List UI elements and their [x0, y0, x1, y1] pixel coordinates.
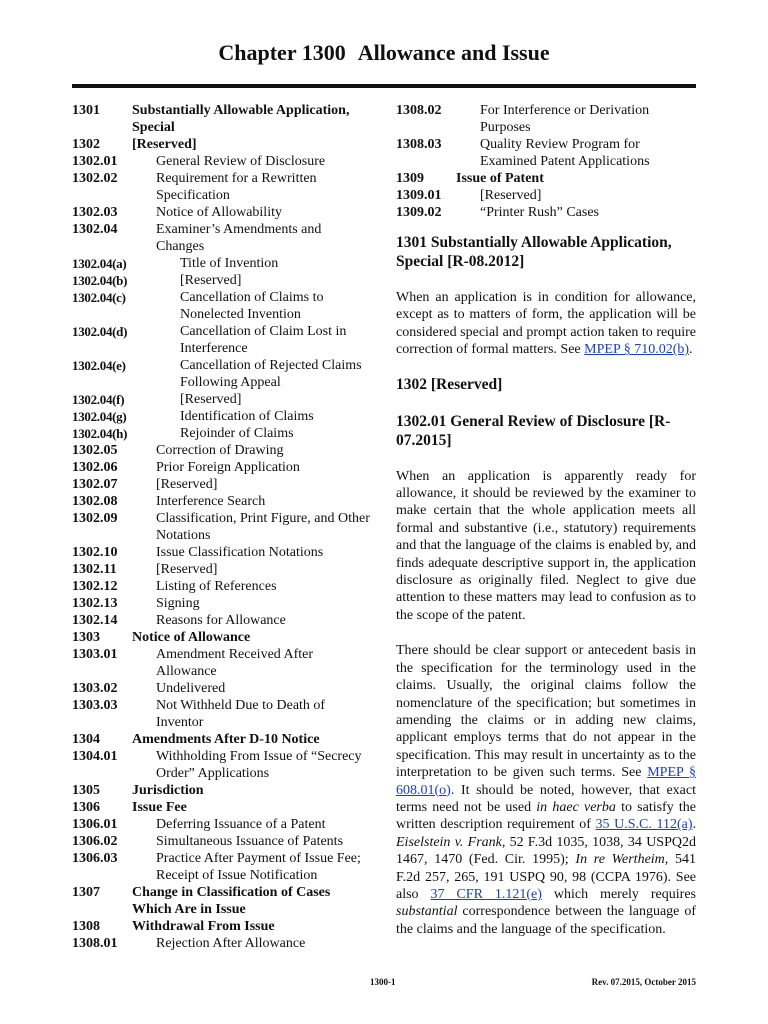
toc-entry[interactable] [72, 595, 372, 612]
toc-entry[interactable] [72, 323, 372, 357]
toc-entry-title: Amendment Received After Allowance [156, 647, 314, 679]
toc-entry-number: 1308.03 [396, 137, 442, 152]
toc-entry-number: 1302.04(g) [72, 409, 127, 424]
toc-entry-title: For Interference or Derivation Purposes [480, 103, 650, 135]
toc-entry-number: 1302.10 [72, 545, 118, 560]
toc-entry[interactable] [72, 510, 372, 544]
toc-entry[interactable] [72, 459, 372, 476]
toc-entry[interactable] [72, 255, 372, 272]
toc-entry-number: 1302.12 [72, 579, 118, 594]
toc-entry-title: Signing [156, 596, 200, 611]
toc-entry-number: 1303.03 [72, 698, 118, 713]
toc-entry-title: Correction of Drawing [156, 443, 284, 458]
toc-entry[interactable] [72, 816, 372, 833]
toc-entry-number: 1302.04(a) [72, 256, 127, 271]
toc-entry-title: Issue of Patent [456, 171, 544, 186]
toc-entry-number: 1303 [72, 630, 100, 645]
toc-entry-number: 1302.04(b) [72, 273, 128, 288]
toc-entry-number: 1302.01 [72, 154, 118, 169]
mpep-608-link[interactable]: MPEP § 608.01(o) [396, 765, 696, 798]
toc-entry-number: 1306 [72, 800, 100, 815]
toc-entry-title: Deferring Issuance of a Patent [156, 817, 326, 832]
toc-entry-number: 1301 [72, 103, 100, 118]
toc-entry[interactable] [72, 731, 372, 748]
toc-entry-title: [Reserved] [180, 273, 242, 288]
toc-entry-number: 1302.04(d) [72, 324, 128, 339]
toc-entry-number: 1308.01 [72, 936, 118, 951]
toc-entry-number: 1308 [72, 919, 100, 934]
toc-entry-title: Listing of References [156, 579, 277, 594]
toc-entry-title: Jurisdiction [132, 783, 204, 798]
toc-entry[interactable] [72, 204, 372, 221]
toc-entry[interactable] [396, 204, 696, 221]
toc-entry[interactable] [72, 850, 372, 884]
toc-entry[interactable] [72, 493, 372, 510]
toc-entry-number: 1309.02 [396, 205, 442, 220]
toc-entry-title: Quality Review Program for Examined Patent Applications [480, 137, 650, 169]
toc-entry-title: [Reserved] [156, 477, 218, 492]
toc-entry[interactable] [72, 833, 372, 850]
chapter-number: Chapter 1300 [218, 40, 346, 65]
toc-entry-title: Rejection After Allowance [156, 936, 306, 951]
toc-entry-number: 1306.02 [72, 834, 118, 849]
toc-entry[interactable] [72, 221, 372, 255]
toc-entry-title: Prior Foreign Application [156, 460, 300, 475]
toc-entry-number: 1308.02 [396, 103, 442, 118]
section-heading-1301: 1301 Substantially Allowable Application, Special [R-08.2012] [396, 234, 672, 270]
right-column [396, 102, 696, 938]
toc-entry[interactable] [72, 697, 372, 731]
toc-entry-title: “Printer Rush” Cases [480, 205, 599, 220]
toc-entry-number: 1306.01 [72, 817, 118, 832]
toc-entry-number: 1303.02 [72, 681, 118, 696]
cfr-1-121e-link[interactable]: 37 CFR 1.121(e) [430, 886, 542, 902]
toc-entry-title: Rejoinder of Claims [180, 426, 294, 441]
toc-entry-title: Title of Invention [180, 256, 279, 271]
toc-entry-number: 1302.14 [72, 613, 118, 628]
toc-entry[interactable] [72, 918, 372, 935]
toc-entry-number: 1309.01 [396, 188, 442, 203]
toc-entry-number: 1302.03 [72, 205, 118, 220]
toc-entry[interactable] [396, 102, 696, 136]
toc-entry[interactable] [72, 799, 372, 816]
toc-entry-number: 1304.01 [72, 749, 118, 764]
page-number: 1300-1 [370, 977, 396, 987]
section-heading-1302-01: 1302.01 General Review of Disclosure [R-07.2015] [396, 412, 671, 449]
toc-entry-title: Substantially Allowable Application, Special [132, 103, 350, 135]
toc-entry-number: 1309 [396, 171, 424, 186]
toc-entry-title: [Reserved] [156, 562, 218, 577]
toc-entry-title: Withholding From Issue of “Secrecy Order” Applications [156, 749, 362, 781]
toc-entry[interactable] [396, 136, 696, 170]
toc-entry[interactable] [72, 170, 372, 204]
toc-entry[interactable] [396, 170, 696, 187]
toc-entry-title: Issue Classification Notations [156, 545, 324, 560]
table-of-contents-continued [396, 102, 696, 221]
toc-entry-title: Withdrawal From Issue [132, 919, 275, 934]
toc-entry-title: Examiner’s Amendments and Changes [156, 222, 322, 254]
toc-entry-title: Amendments After D-10 Notice [132, 732, 320, 747]
toc-entry-title: Identification of Claims [180, 409, 314, 424]
toc-entry[interactable] [72, 935, 372, 952]
toc-entry[interactable] [72, 425, 372, 442]
section-paragraph-1302-01-b: There should be clear support or antecedent basis in the specification for the terminology used in the claims. Usually, the original claims follow the nomenclature of the specification; but sometimes in amending the claims or in adding new claims, applicant employs terms that do not appear in the specification. This may result in uncertainty as to the interpretation to be given such terms. See MPEP § 608.01(o). It should be noted, however, that exact terms need not be used in haec verba to satisfy the written description requirement of 35 U.S.C. 112(a). Eiselstein v. Frank, 52 F.3d 1035, 1038, 34 USPQ2d 1467, 1470 (Fed. Cir. 1995); In re Wertheim, 541 F.2d 257, 265, 191 USPQ 90, 98 (CCPA 1976). See also 37 CFR 1.121(e) which merely requires substantial correspondence between the language of the claims and the language of the specification. [396, 643, 697, 937]
toc-entry-title: Reasons for Allowance [156, 613, 286, 628]
toc-entry[interactable] [72, 680, 372, 697]
toc-entry-title: Cancellation of Claims to Nonelected Invention [180, 290, 324, 322]
toc-entry[interactable] [72, 391, 372, 408]
section-paragraph-1302-01-a: When an application is apparently ready for allowance, it should be reviewed by the examiner to make certain that the whole application meets all formal and substantive (i.e., statutory) requirements and that the language of the claims is enabled by, and finds adequate descriptive support in, the application disclosure as originally filed. Neglect to give due attention to these matters may lead to confusion as to the scope of the patent. [396, 468, 696, 623]
toc-entry-number: 1302.05 [72, 443, 118, 458]
usc-112a-link[interactable]: 35 U.S.C. 112(a) [595, 817, 693, 833]
toc-entry[interactable] [72, 629, 372, 646]
toc-entry[interactable] [72, 782, 372, 799]
toc-entry[interactable] [72, 646, 372, 680]
toc-entry-number: 1302.07 [72, 477, 118, 492]
toc-entry[interactable] [396, 187, 696, 204]
toc-entry-title: Cancellation of Rejected Claims Following Appeal [180, 358, 362, 390]
toc-entry-number: 1302.09 [72, 511, 118, 526]
toc-entry-number: 1303.01 [72, 647, 118, 662]
mpep-710-link[interactable]: MPEP § 710.02(b) [584, 342, 690, 358]
toc-entry[interactable] [72, 748, 372, 782]
toc-entry-number: 1302.06 [72, 460, 118, 475]
toc-entry-title: Interference Search [156, 494, 266, 509]
title-rule [72, 84, 696, 88]
toc-entry[interactable] [72, 136, 372, 153]
toc-entry-title: Undelivered [156, 681, 226, 696]
toc-entry-title: [Reserved] [132, 137, 197, 152]
toc-entry-title: Requirement for a Rewritten Specification [156, 171, 317, 203]
toc-entry-number: 1302 [72, 137, 100, 152]
toc-entry-number: 1305 [72, 783, 100, 798]
toc-entry[interactable] [72, 289, 372, 323]
toc-entry-number: 1302.11 [72, 562, 117, 577]
toc-entry[interactable] [72, 357, 372, 391]
toc-entry[interactable] [72, 578, 372, 595]
toc-entry[interactable] [72, 272, 372, 289]
toc-entry-number: 1302.02 [72, 171, 118, 186]
toc-entry-title: [Reserved] [180, 392, 242, 407]
toc-entry[interactable] [72, 102, 372, 136]
toc-entry-title: Change in Classification of Cases Which Are in Issue [132, 885, 331, 917]
toc-entry[interactable] [72, 153, 372, 170]
toc-entry[interactable] [72, 884, 372, 918]
toc-entry-number: 1302.04 [72, 222, 118, 237]
toc-entry[interactable] [72, 476, 372, 493]
toc-entry-title: Cancellation of Claim Lost in Interference [180, 324, 347, 356]
table-of-contents [72, 102, 372, 952]
toc-entry[interactable] [72, 442, 372, 459]
toc-left-column [72, 102, 372, 952]
toc-entry-title: Issue Fee [132, 800, 187, 815]
toc-entry-number: 1302.13 [72, 596, 118, 611]
toc-entry[interactable] [72, 612, 372, 629]
toc-entry[interactable] [72, 561, 372, 578]
section-paragraph-1301: When an application is in condition for allowance, except as to matters of form, the application will be considered special and prompt action taken to require correction of formal matters. See MPEP § 710.02(b). [396, 290, 696, 358]
toc-entry-title: Simultaneous Issuance of Patents [156, 834, 344, 849]
chapter-name: Allowance and Issue [357, 40, 550, 65]
chapter-title [0, 40, 768, 66]
toc-entry-number: 1302.04(f) [72, 392, 125, 407]
toc-entry-number: 1302.04(e) [72, 358, 126, 373]
toc-entry-number: 1302.08 [72, 494, 118, 509]
toc-entry-number: 1302.04(c) [72, 290, 126, 305]
toc-entry-number: 1304 [72, 732, 100, 747]
section-heading-1302: 1302 [Reserved] [396, 375, 503, 393]
toc-entry-title: Practice After Payment of Issue Fee; Receipt of Issue Notification [156, 851, 361, 883]
toc-entry-title: Not Withheld Due to Death of Inventor [156, 698, 326, 730]
toc-entry-number: 1306.03 [72, 851, 118, 866]
toc-entry-title: [Reserved] [480, 188, 542, 203]
toc-entry-title: Notice of Allowability [156, 205, 282, 220]
toc-entry-title: Classification, Print Figure, and Other Notations [156, 511, 370, 543]
toc-entry[interactable] [72, 544, 372, 561]
toc-entry-title: General Review of Disclosure [156, 154, 326, 169]
toc-entry[interactable] [72, 408, 372, 425]
toc-entry-number: 1307 [72, 885, 100, 900]
toc-entry-number: 1302.04(h) [72, 426, 128, 441]
toc-entry-title: Notice of Allowance [132, 630, 251, 645]
revision-date: Rev. 07.2015, October 2015 [591, 977, 696, 987]
